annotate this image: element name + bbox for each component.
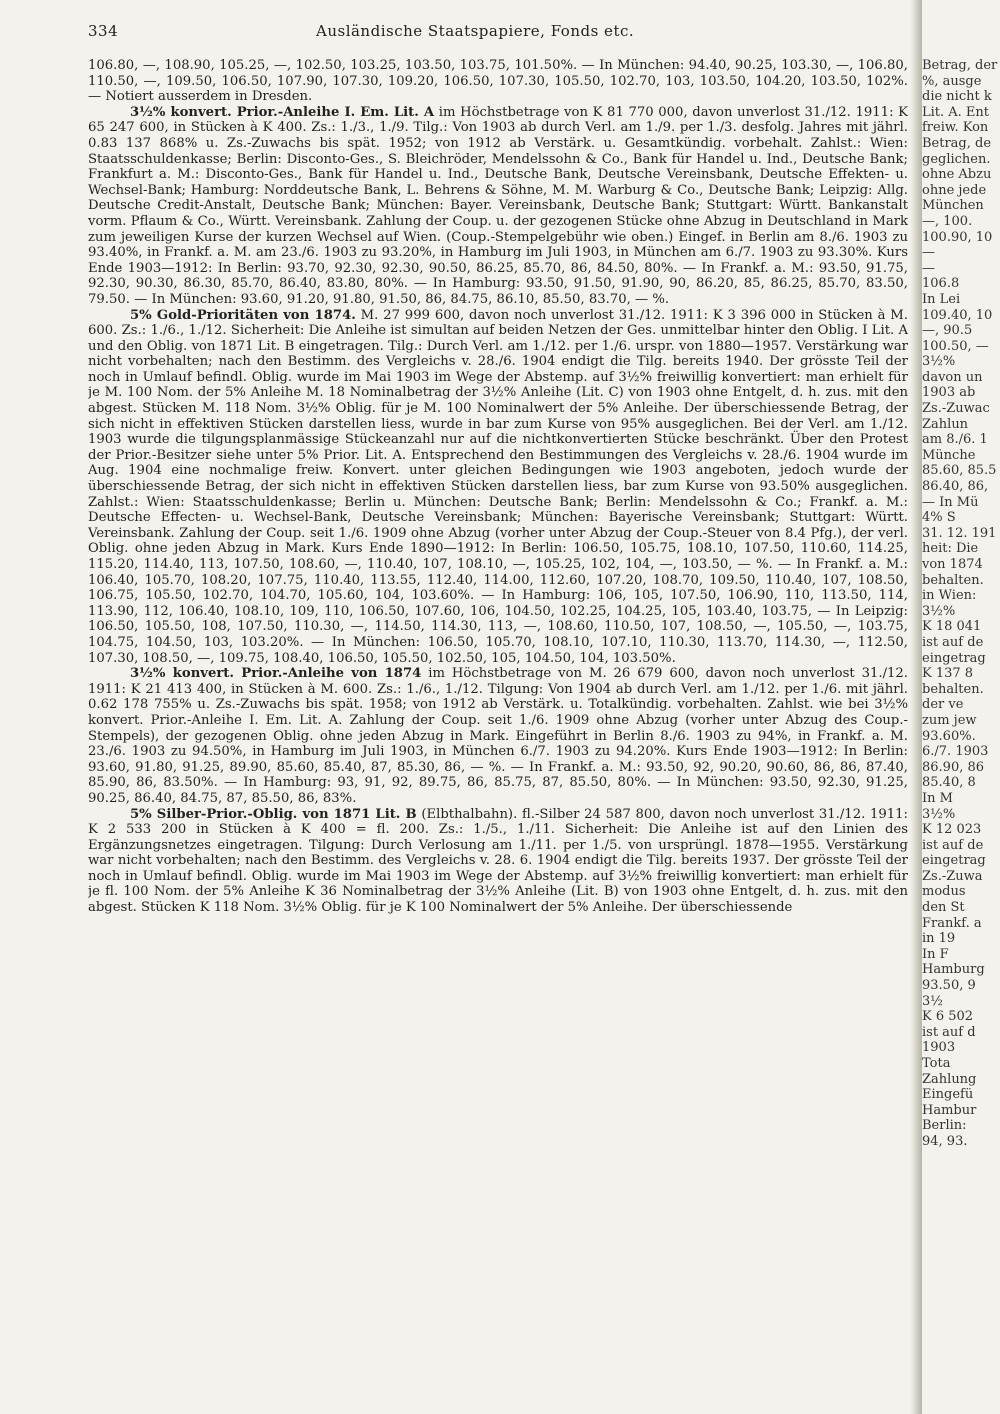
adjacent-page-line: — bbox=[922, 245, 935, 261]
adjacent-page-line: K 18 041 bbox=[922, 619, 982, 635]
adjacent-page-line: von 1874 bbox=[922, 557, 983, 572]
paragraph bbox=[88, 807, 908, 916]
adjacent-page-line: K 137 8 bbox=[922, 666, 974, 682]
adjacent-page-line: 3½% bbox=[922, 354, 956, 370]
adjacent-page-line: 3½% bbox=[922, 806, 956, 822]
adjacent-page-line: 85.40, 8 bbox=[922, 775, 976, 791]
running-title: Ausländische Staatspapiere, Fonds etc. bbox=[316, 22, 635, 40]
adjacent-page-line: ohne Abzu bbox=[922, 167, 992, 183]
adjacent-page-line: 86.40, 86, bbox=[922, 479, 989, 495]
adjacent-page-line: 6./7. 1903 bbox=[922, 744, 989, 760]
adjacent-page-line: Zs.-Zuwac bbox=[922, 401, 990, 417]
paragraph-text: (Elbthalbahn). fl.-Silber 24 587 800, davon noch unverlost 31./12. 1911: K 2 533 200 in Stücken à K 400 = fl. 200. Zs.: 1./5., 1./11. Sicherheit: Die Anleihe ist auf den Linien des Ergänzungsnetzes eingetragen. Tilgung: Durch Verlosung am 1./11. per 1./5. von ursprüngl. 1878—1955. Verstärkung war nicht vorbehalten; nach den Bestimm. des Vergleichs v. 28. 6. 1904 endigt die Tilg. bereits 1937. Der grösste Teil der noch in Umlauf befindl. Oblig. wurde im Mai 1903 im Wege der Abstemp. auf 3½% freiwillig konvertiert: man erhielt für je fl. 100 Nom. der 5% Anleihe K 36 Nominalbetrag der 3½% Anleihe (Lit. B) von 1903 ohne Entgelt, d. h. zus. mit den abgest. Stücken K 118 Nom. 3½% Oblig. für je K 100 Nominalwert der 5% Anleihe. Der überschiessende bbox=[88, 806, 908, 916]
adjacent-page-line: 3½% bbox=[922, 603, 956, 619]
adjacent-page-line: Tota bbox=[922, 1056, 951, 1071]
adjacent-page-line: die nicht k bbox=[922, 89, 992, 105]
adjacent-page-line: %, ausge bbox=[922, 73, 982, 89]
adjacent-page-line: Hamburg bbox=[922, 962, 985, 978]
adjacent-page-line: Betrag, de bbox=[922, 135, 992, 151]
adjacent-page-line: davon un bbox=[922, 369, 983, 385]
adjacent-page-line: in Wien: bbox=[922, 588, 977, 604]
adjacent-page-line: Zs.-Zuwa bbox=[922, 868, 983, 884]
adjacent-page-line: 100.50, — bbox=[922, 338, 989, 354]
adjacent-page-line: —, 100. bbox=[922, 213, 973, 229]
adjacent-page-line: heit: Die bbox=[922, 541, 979, 557]
adjacent-page-line: Frankf. a bbox=[922, 915, 982, 931]
adjacent-page-fragment bbox=[922, 58, 1000, 1408]
paragraph bbox=[88, 105, 908, 308]
adjacent-page-line: ohne jede bbox=[922, 182, 987, 198]
adjacent-page-line: In F bbox=[922, 946, 949, 962]
adjacent-page-line: K 12 023 bbox=[922, 822, 982, 838]
adjacent-page-line: 109.40, 10 bbox=[922, 307, 993, 323]
adjacent-page-line: —, 90.5 bbox=[922, 323, 973, 339]
page-number: 334 bbox=[88, 22, 119, 40]
paragraph-text: M. 27 999 600, davon noch unverlost 31./12. 1911: K 3 396 000 in Stücken à M. 600. Zs.: 1./6., 1./12. Sicherheit: Die Anleihe ist simultan auf beiden Netzen der Ges. unmittelbar hinter den Oblig. I Lit. A und den Oblig. von 1871 Lit. B eingetragen. Tilg.: Durch Verl. am 1./12. per 1./6. urspr. von 1880—1957. Verstärkung war nicht vorbehalten; nach den Bestimm. des Vergleichs v. 28./6. 1904 endigt die Tilg. bereits 1940. Der grösste Teil der noch in Umlauf befindl. Oblig. wurde im Mai 1903 im Wege der Abstemp. auf 3½% freiwillig konvertiert: man erhielt für je M. 100 Nom. der 5% Anleihe M. 18 Nominalbetrag der 3½% Anleihe (Lit. C) von 1903 ohne Entgelt, d. h. zus. mit den abgest. Stücken M. 118 Nom. 3½% Oblig. für je M. 100 Nominalwert der 5% Anleihe. Der überschiessende Betrag, der sich nicht in effektiven Stücken darstellen liess, wurde in bar zum Kurse von 95% ausgeglichen. Bei der Verl. am 1./12. 1903 wurde die tilgungsplanmässige Stückeanzahl nur auf die nichtkonvertierten Stücke beschränkt. Über den Protest der Prior.-Besitzer siehe unter 5% Prior. Lit. A. Entsprechend den Bestimmungen des Vergleichs v. 28./6. 1904 wurde im Aug. 1904 eine nochmalige freiw. Konvert. unter gleichen Bedingungen wie 1903 angeboten, jedoch wurde der überschiessende Betrag, der sich nicht in effektiven Stücken darstellen liess, bar zum Kurse von 93.50% ausgeglichen. Zahlst.: Wien: Staatsschuldenkasse; Berlin u. München: Deutsche Bank; Berlin: Mendelssohn & Co.; Frankf. a. M.: Deutsche Effecten- u. Wechsel-Bank, Deutsche Vereinsbank; München: Bayerische Vereinsbank; Stuttgart: Württ. Vereinsbank. Zahlung der Coup. seit 1./6. 1909 ohne Abzug (vorher unter Abzug der Coup.-Steuer von 8.4 Pfg.), der verl. Oblig. ohne jeden Abzug in Mark. Kurs Ende 1890—1912: In Berlin: 106.50, 105.75, 108.10, 107.50, 110.60, 114.25, 115.20, 114.40, 113, 107.50, 108.60, —, 110.40, 107, 108.10, —, 105.25, 102, 104, —, 103.50, — %. — In Frankf. a. M.: 106.40, 105.70, 108.20, 107.75, 110.40, 113.55, 112.40, 114.00, 112.60, 107.20, 108.70, 109.50, 110.40, 107, 108.50, 106.75, 105.50, 102.70, 104.70, 105.60, 104, 103.60%. — In Hamburg: 106, 105, 107.50, 106.90, 110, 113.50, 114, 113.90, 112, 106.40, 108.10, 109, 110, 106.50, 107.60, 106, 104.50, 102.25, 104.25, 105, 103.40, 103.75, — In Leipzig: 106.50, 105.50, 108, 107.50, 110.30, —, 114.50, 114.30, 113, —, 108.60, 110.50, 107, 108.50, —, 105.50, —, 103.75, 104.75, 104.50, 103, 103.20%. — In München: 106.50, 105.70, 108.10, 107.10, 110.30, 113.70, 114.30, —, 112.50, 107.30, 108.50, —, 109.75, 108.40, 106.50, 105.50, 102.50, 105, 104.50, 104, 103.50%. bbox=[88, 307, 908, 666]
adjacent-page-line: Münche bbox=[922, 447, 976, 463]
adjacent-page-line: der ve bbox=[922, 697, 964, 713]
adjacent-page-line: 93.60%. bbox=[922, 728, 976, 744]
paragraph-heading: 3½% konvert. Prior.-Anleihe von 1874 bbox=[130, 666, 422, 682]
adjacent-page-line: 106.8 bbox=[922, 276, 960, 292]
paragraph bbox=[88, 58, 908, 105]
adjacent-page-line: behalten. bbox=[922, 681, 984, 697]
paragraph bbox=[88, 666, 908, 806]
main-text-column bbox=[88, 58, 908, 1408]
adjacent-page-line: In Lei bbox=[922, 291, 961, 307]
adjacent-page-line: Eingefü bbox=[922, 1087, 974, 1103]
adjacent-page-line: Betrag, der bbox=[922, 58, 998, 73]
paragraph bbox=[88, 308, 908, 667]
adjacent-page-line: eingetrag bbox=[922, 853, 986, 869]
adjacent-page-line: 3½ bbox=[922, 993, 943, 1009]
adjacent-page-line: Zahlung bbox=[922, 1071, 977, 1087]
adjacent-page-line: zum jew bbox=[922, 712, 977, 728]
book-gutter bbox=[910, 0, 922, 1414]
paragraph-heading: 3½% konvert. Prior.-Anleihe I. Em. Lit. A bbox=[130, 104, 435, 120]
adjacent-page-line: geglichen. bbox=[922, 151, 991, 167]
page-header bbox=[84, 20, 920, 46]
adjacent-page-line: 1903 ab bbox=[922, 385, 976, 401]
adjacent-page-line: freiw. Kon bbox=[922, 120, 989, 136]
adjacent-page-line: den St bbox=[922, 900, 965, 916]
adjacent-page-line: in 19 bbox=[922, 931, 956, 947]
adjacent-page-line: — In Mü bbox=[922, 494, 979, 510]
adjacent-page-line: 93.50, 9 bbox=[922, 978, 976, 994]
adjacent-page-line: München bbox=[922, 198, 984, 214]
adjacent-page-line: 31. 12. 191 bbox=[922, 525, 997, 541]
paragraph-heading: 5% Gold-Prioritäten von 1874. bbox=[130, 307, 356, 323]
adjacent-page-line: modus bbox=[922, 884, 966, 900]
paragraph-heading: 5% Silber-Prior.-Oblig. von 1871 Lit. B bbox=[130, 806, 417, 822]
adjacent-page-line: 94, 93. bbox=[922, 1133, 968, 1149]
adjacent-page-line: In M bbox=[922, 790, 953, 806]
adjacent-page-line: 100.90, 10 bbox=[922, 229, 993, 245]
paragraph-text: im Höchstbetrage von K 81 770 000, davon unverlost 31./12. 1911: K 65 247 600, in Stücken à K 400. Zs.: 1./3., 1./9. Tilg.: Von 1903 ab durch Verl. am 1./9. per 1./3. desfolg. Jahres mit jährl. 0.83 137 868% u. Zs.-Zuwachs bis spät. 1952; von 1912 ab Verstärk. u. Gesamtkündig. vorbehalt. Zahlst.: Wien: Staatsschuldenkasse; Berlin: Disconto-Ges., S. Bleichröder, Mendelssohn & Co., Bank für Handel u. Ind., Deutsche Bank; Frankfurt a. M.: Disconto-Ges., Bank für Handel u. Ind., Deutsche Bank, Deutsche Vereinsbank, Deutsche Effekten- u. Wechsel-Bank; Hamburg: Norddeutsche Bank, L. Behrens & Söhne, M. M. Warburg & Co., Deutsche Bank; Leipzig: Allg. Deutsche Credit-Anstalt, Deutsche Bank; München: Bayer. Vereinsbank, Deutsche Bank; Stuttgart: Württ. Bankanstalt vorm. Pflaum & Co., Württ. Vereinsbank. Zahlung der Coup. u. der gezogenen Stücke ohne Abzug in Deutschland in Mark zum jeweiligen Kurse der kurzen Wechsel auf Wien. (Coup.-Stempelgebühr wie oben.) Eingef. in Berlin am 8./6. 1903 zu 93.40%, in Frankf. a. M. am 23./6. 1903 zu 93.20%, in Hamburg im Juli 1903, in München am 6./7. 1903 zu 93.30%. Kurs Ende 1903—1912: In Berlin: 93.70, 92.30, 92.30, 90.50, 86.25, 85.70, 86, 84.50, 80%. — In Frankf. a. M.: 93.50, 91.75, 92.30, 90.30, 86.30, 85.70, 86.40, 83.80, 80%. — In Hamburg: 93.50, 91.50, 91.90, 90, 86.20, 85, 86.25, 85.70, 83.50, 79.50. — In München: 93.60, 91.20, 91.80, 91.50, 86, 84.75, 86.10, 85.50, 83.70, — %. bbox=[88, 104, 908, 307]
adjacent-page-line: ist auf de bbox=[922, 634, 984, 650]
adjacent-page-line: Hambur bbox=[922, 1102, 977, 1118]
adjacent-page-line: — bbox=[922, 260, 935, 276]
adjacent-page-line: Zahlun bbox=[922, 416, 969, 432]
adjacent-page-line: eingetrag bbox=[922, 650, 986, 666]
adjacent-page-line: Lit. A. Ent bbox=[922, 104, 990, 120]
adjacent-page-line: behalten. bbox=[922, 572, 984, 588]
adjacent-page-line: am 8./6. 1 bbox=[922, 432, 988, 448]
adjacent-page-line: K 6 502 bbox=[922, 1009, 974, 1025]
adjacent-page-line: ist auf de bbox=[922, 837, 984, 853]
paragraph-text: 106.80, —, 108.90, 105.25, —, 102.50, 103.25, 103.50, 103.75, 101.50%. — In München: 94.40, 90.25, 103.30, —, 106.80, 110.50, —, 109.50, 106.50, 107.90, 107.30, 109.20, 106.50, 107.30, 105.50, 102.70, 103, 103.50, 104.20, 103.50, 102%. — Notiert ausserdem in Dresden. bbox=[88, 58, 908, 105]
adjacent-page-line: 4% S bbox=[922, 510, 956, 526]
adjacent-page-line: Berlin: bbox=[922, 1118, 967, 1134]
paragraph-text: im Höchstbetrage von M. 26 679 600, davon noch unverlost 31./12. 1911: K 21 413 400, in Stücken à M. 600. Zs.: 1./6., 1./12. Tilgung: Von 1904 ab durch Verl. am 1./12. per 1./6. mit jährl. 0.62 178 755% u. Zs.-Zuwachs bis spät. 1958; von 1912 ab Verstärk. u. Totalkündig. vorbehalten. Zahlst. wie bei 3½% konvert. Prior.-Anleihe I. Em. Lit. A. Zahlung der Coup. seit 1./6. 1909 ohne Abzug (vorher unter Abzug des Coup.-Stempels), der gezogenen Oblig. ohne jeden Abzug in Mark. Eingeführt in Berlin 8./6. 1903 zu 94%, in Frankf. a. M. 23./6. 1903 zu 94.50%, in Hamburg im Juli 1903, in München 6./7. 1903 zu 94.20%. Kurs Ende 1903—1912: In Berlin: 93.60, 91.80, 91.25, 89.90, 85.60, 85.40, 87, 85.30, 86, — %. — In Frankf. a. M.: 93.50, 92, 90.20, 90.60, 86, 86, 87.40, 85.90, 86, 83.50%. — In Hamburg: 93, 91, 92, 89.75, 86, 85.75, 87, 85.50, 80%. — In München: 93.50, 92.30, 91.25, 90.25, 86.40, 84.75, 87, 85.50, 86, 83%. bbox=[88, 666, 908, 806]
adjacent-page-line: ist auf d bbox=[922, 1024, 976, 1040]
adjacent-page-line: 86.90, 86 bbox=[922, 759, 985, 775]
adjacent-page-line: 1903 bbox=[922, 1040, 956, 1056]
adjacent-page-line: 85.60, 85.5 bbox=[922, 463, 997, 479]
